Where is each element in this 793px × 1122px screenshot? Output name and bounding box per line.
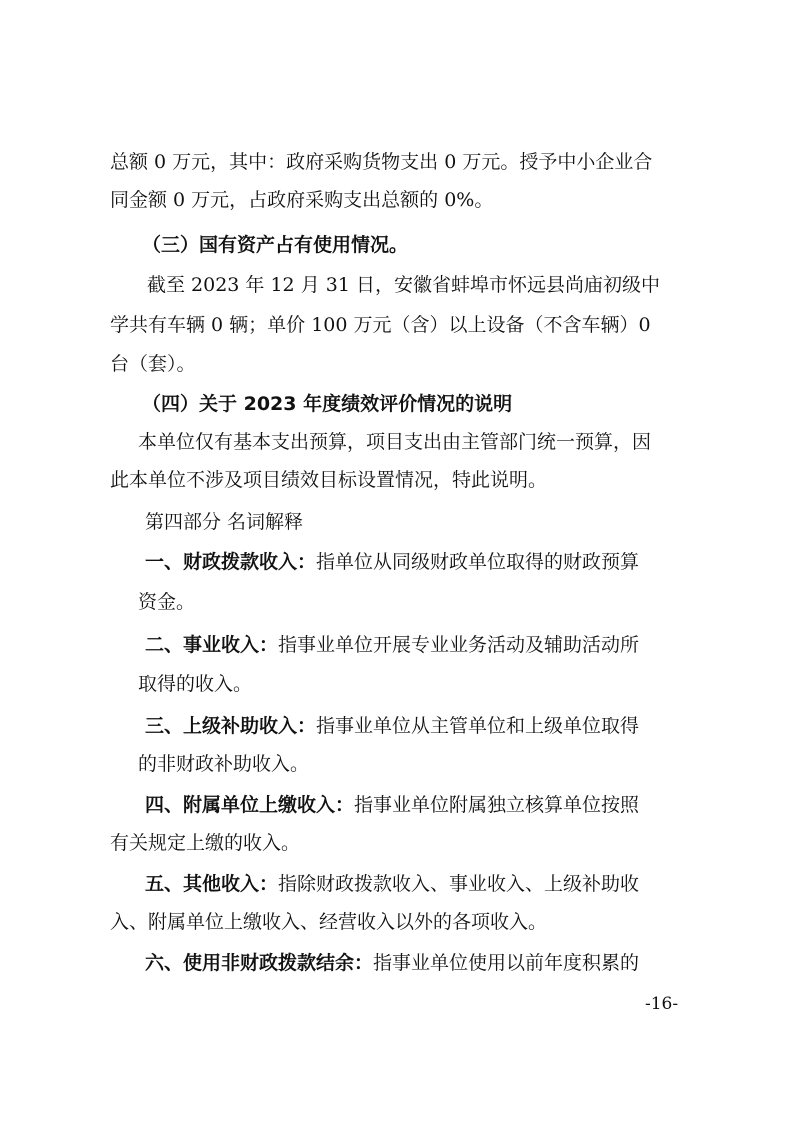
term-item-3-cont: 的非财政补助收入。 [138, 753, 310, 775]
term-label: 三、上级补助收入： [145, 715, 317, 737]
term-label: 五、其他收入： [145, 873, 279, 895]
term-item-6 [145, 951, 639, 975]
term-label: 六、使用非财政拨款结余： [145, 952, 374, 974]
paragraph-procurement-line-1: 总额 0 万元，其中：政府采购货物支出 0 万元。授予中小企业合 [110, 151, 653, 173]
paragraph-assets-line-1: 截至 2023 年 12 月 31 日，安徽省蚌埠市怀远县尚庙初级中 [147, 274, 660, 296]
term-item-1-cont: 资金。 [138, 591, 196, 613]
paragraph-performance-line-1: 本单位仅有基本支出预算，项目支出由主管部门统一预算，因 [138, 431, 652, 453]
term-definition: 指事业单位从主管单位和上级单位取得 [316, 715, 640, 737]
term-definition: 指事业单位开展专业业务活动及辅助活动所 [278, 634, 640, 656]
paragraph-assets-line-3: 台（套）。 [110, 353, 196, 375]
page-number: -16- [645, 994, 679, 1014]
part-heading-glossary: 第四部分 名词解释 [145, 511, 304, 533]
term-item-5-cont: 入、附属单位上缴收入、经营收入以外的各项收入。 [110, 911, 548, 933]
term-definition: 指事业单位附属独立核算单位按照 [354, 794, 640, 816]
term-item-3 [145, 714, 639, 738]
term-item-5 [145, 872, 639, 896]
term-item-1 [145, 550, 639, 574]
term-item-2-cont: 取得的收入。 [138, 673, 253, 695]
term-label: 四、附属单位上缴收入： [145, 794, 355, 816]
paragraph-performance-line-2: 此本单位不涉及项目绩效目标设置情况，特此说明。 [110, 469, 548, 491]
term-definition: 指单位从同级财政单位取得的财政预算 [316, 551, 640, 573]
paragraph-procurement-line-2: 同金额 0 万元，占政府采购支出总额的 0%。 [110, 189, 494, 211]
term-definition: 指除财政拨款收入、事业收入、上级补助收 [278, 873, 640, 895]
term-label: 一、财政拨款收入： [145, 551, 317, 573]
term-item-4-cont: 有关规定上缴的收入。 [110, 832, 301, 854]
section-heading-4: （四）关于 2023 年度绩效评价情况的说明 [142, 393, 513, 415]
term-item-2 [145, 633, 639, 657]
paragraph-assets-line-2: 学共有车辆 0 辆；单价 100 万元（含）以上设备（不含车辆）0 [110, 314, 651, 336]
section-heading-3: （三）国有资产占有使用情况。 [142, 234, 409, 256]
term-definition: 指事业单位使用以前年度积累的 [373, 952, 640, 974]
term-item-4 [145, 793, 639, 817]
term-label: 二、事业收入： [145, 634, 279, 656]
